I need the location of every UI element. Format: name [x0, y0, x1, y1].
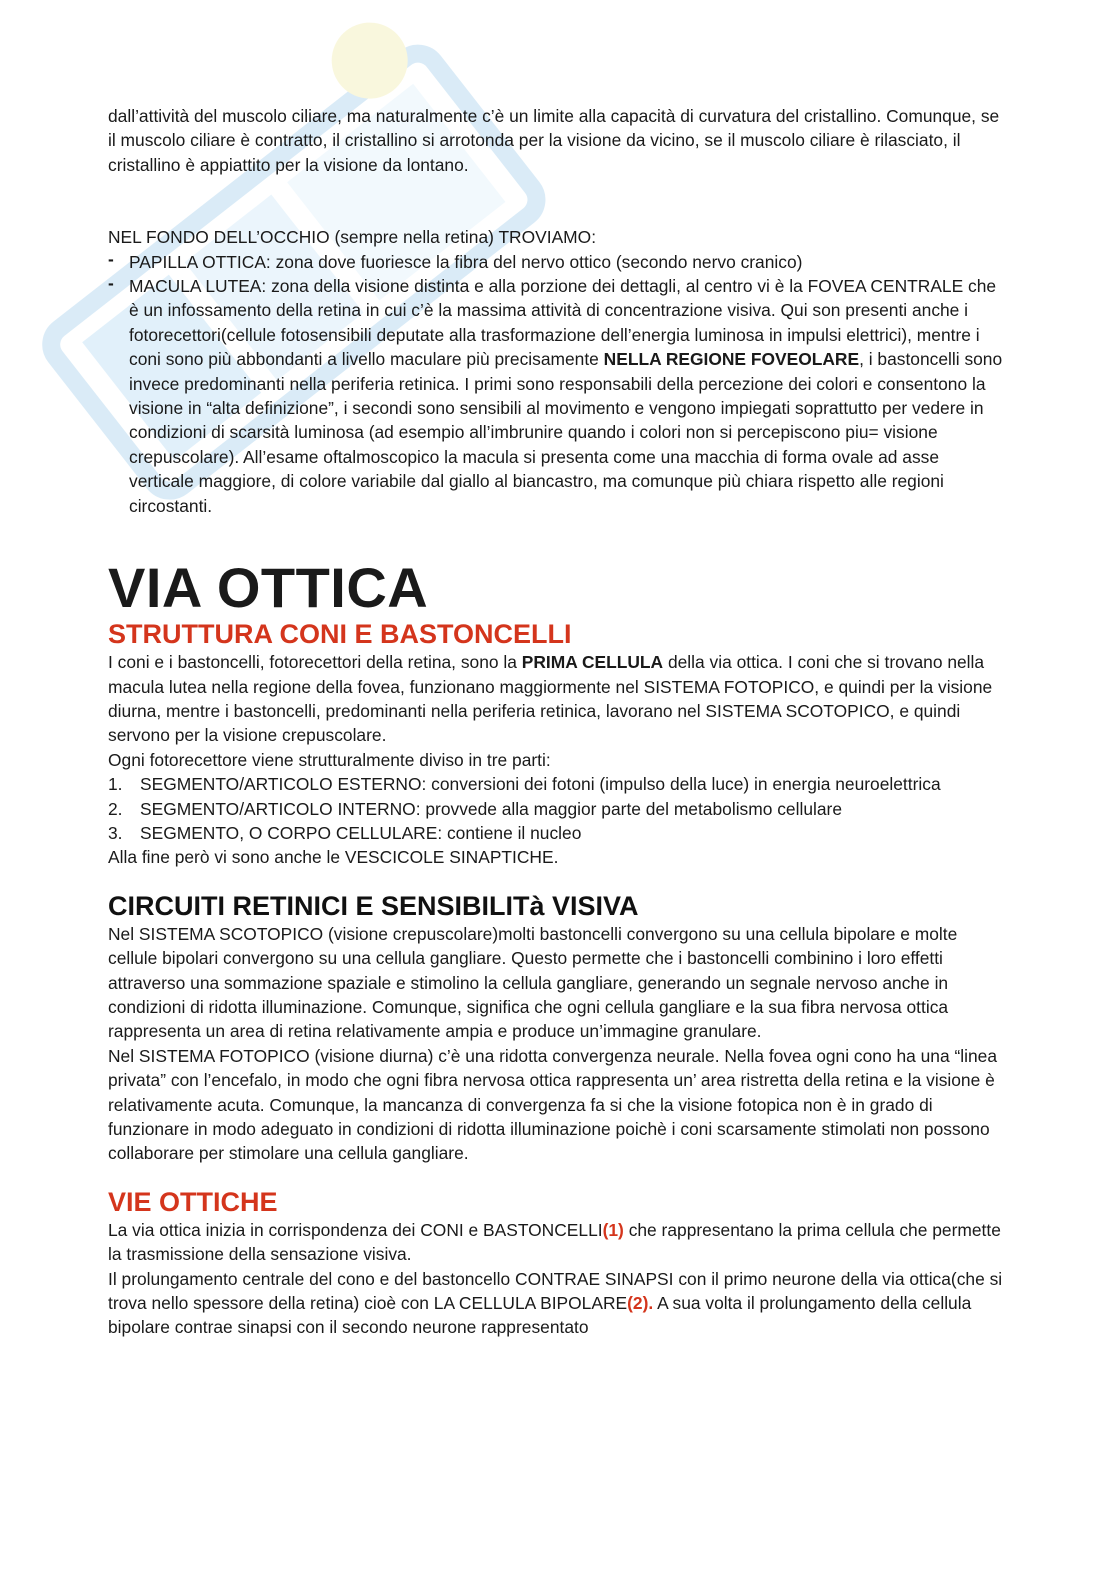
circuiti-paragraph-2: Nel SISTEMA FOTOPICO (visione diurna) c’è una ridotta convergenza neurale. Nella fovea ogni cono ha una “linea privata” con l’encefalo, in modo che ogni fibra nervosa ottica rappresenta un’ area ristretta della retina e la visione è relativamente acuta. Comunque, la mancanza di convergenza fa si che la visione fotopica non è in grado di funzionare in modo adeguato in condizioni di ridotta illuminazione poichè i coni scarsamente stimolati non possono collaborare per stimolare una cellula gangliare. — [108, 1045, 998, 1164]
bold-prima-cellula: PRIMA CELLULA — [521, 652, 664, 673]
fondo-intro: NEL FONDO DELL’OCCHIO (sempre nella retina) TROVIAMO: — [108, 227, 597, 248]
struttura-paragraph-1: I coni e i bastoncelli, fotorecettori della retina, sono la PRIMA CELLULA della via ottica. I coni che si trovano nella macula lutea nella regione della fovea, funzionano maggiormente nel SISTEMA FOTOPICO, e quindi per la visione diurna, mentre i bastoncelli, predominanti nella periferia retinica, lavorano nel SISTEMA SCOTOPICO, e quindi servono per la visione crepuscolare. — [108, 652, 993, 746]
list-item-papilla: - PAPILLA OTTICA: zona dove fuoriesce la fibra del nervo ottico (secondo nervo cranico) — [108, 250, 1008, 274]
parts-list — [108, 772, 1008, 845]
heading-vie-ottiche: VIE OTTICHE — [108, 1186, 278, 1217]
ref-2: (2). — [627, 1293, 654, 1314]
fondo-list — [108, 250, 1008, 518]
document-page — [108, 104, 1008, 1340]
list-item: 3. SEGMENTO, O CORPO CELLULARE: contiene il nucleo — [108, 822, 582, 843]
vie-paragraph-2: Il prolungamento centrale del cono e del bastoncello CONTRAE SINAPSI con il primo neurone della via ottica(che si trova nello spessore della retina) cioè con LA CELLULA BIPOLARE(2). A sua volta il prolungamento della cellula bipolare contrae sinapsi con il secondo neurone rappresentato — [108, 1268, 1003, 1338]
heading-struttura: STRUTTURA CONI E BASTONCELLI — [108, 619, 572, 650]
list-item-macula: - MACULA LUTEA: zona della visione distinta e alla porzione dei dettagli, al centro vi è la FOVEA CENTRALE che è un infossamento della retina in cui c’è la massima attività di concentrazione visiva. Qui son presenti anche i fotorecettori(cellule fotosensibili deputate alla trasformazione dell’energia luminosa in impulsi elettrici), mentre i coni sono più abbondanti a livello maculare più precisamente NELLA REGIONE FOVEOLARE, i bastoncelli sono invece predominanti nella periferia retinica. I primi sono responsabili della percezione dei colori e consentono la visione in “alta definizione”, i secondi sono sensibili al movimento e vengono impiegati soprattutto per vedere in condizioni di scarsità luminosa (ad esempio all’imbrunire quando i colori non si percepiscono piu= visione crepuscolare). All’esame oftalmoscopico la macula si presenta come una macchia di forma ovale ad asse verticale maggiore, di colore variabile dal giallo al biancastro, ma comunque più chiara rispetto alle regioni circostanti. — [108, 274, 1008, 518]
section-title-via-ottica: VIA OTTICA — [108, 556, 429, 620]
heading-circuiti: CIRCUITI RETINICI E SENSIBILITà VISIVA — [108, 890, 639, 921]
list-item: 1. SEGMENTO/ARTICOLO ESTERNO: conversioni dei fotoni (impulso della luce) in energia neuroelettrica — [108, 774, 941, 795]
intro-paragraph: dall’attività del muscolo ciliare, ma naturalmente c’è un limite alla capacità di curvatura del cristallino. Comunque, se il muscolo ciliare è contratto, il cristallino si arrotonda per la visione da vicino, se il muscolo ciliare è rilasciato, il cristallino è appiattito per la visione da lontano. — [108, 106, 1000, 175]
circuiti-paragraph-1: Nel SISTEMA SCOTOPICO (visione crepuscolare)molti bastoncelli convergono su una cellula bipolare e molte cellule bipolari convergono su una cellula gangliare. Questo permette che i bastoncelli combinino i loro effetti attraverso una sommazione spaziale e stimolino la cellula gangliare, generando un segnale nervoso anche in condizioni di ridotta illuminazione. Comunque, significa che ogni cellula gangliare e la sua fibra nervosa ottica rappresenta un area di retina relativamente ampia e produce un’immagine granulare. — [108, 923, 958, 1042]
list-item: 2. SEGMENTO/ARTICOLO INTERNO: provvede alla maggior parte del metabolismo cellulare — [108, 798, 843, 819]
struttura-paragraph-2: Ogni fotorecettore viene strutturalmente diviso in tre parti: — [108, 749, 551, 770]
ref-1: (1) — [602, 1219, 624, 1240]
bold-regione-foveolare: NELLA REGIONE FOVEOLARE — [603, 349, 860, 370]
struttura-paragraph-3: Alla fine però vi sono anche le VESCICOLE SINAPTICHE. — [108, 847, 559, 868]
vie-paragraph-1: La via ottica inizia in corrispondenza dei CONI e BASTONCELLI(1) che rappresentano la prima cellula che permette la trasmissione della sensazione visiva. — [108, 1219, 1001, 1265]
